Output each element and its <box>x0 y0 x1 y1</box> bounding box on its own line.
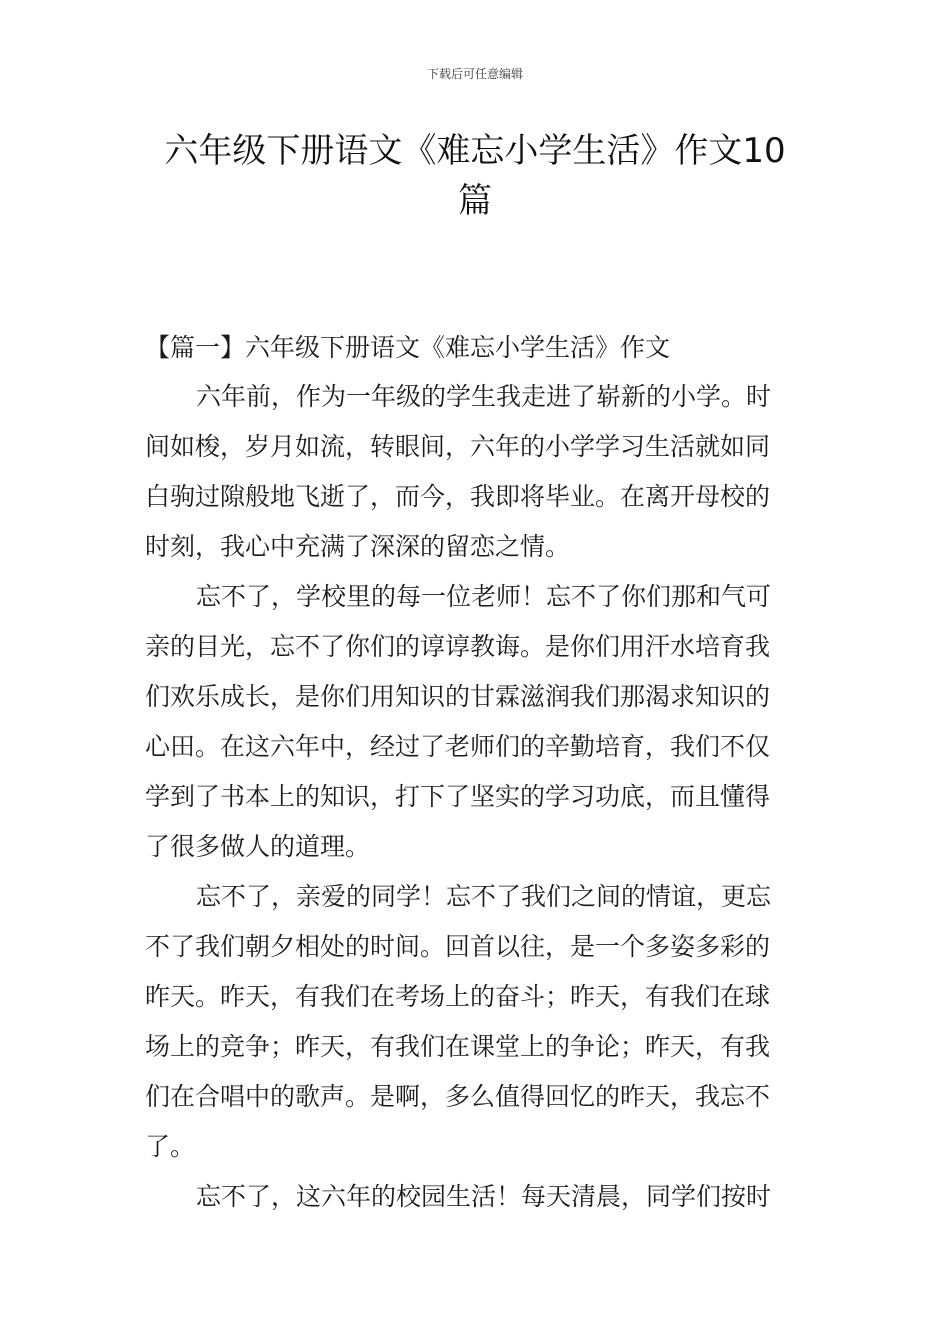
text-line: 忘不了，学校里的每一位老师！忘不了你们那和气可 <box>196 582 772 611</box>
document-body <box>145 326 805 1222</box>
title-line: 篇 <box>458 181 492 221</box>
paragraph <box>145 572 805 872</box>
text-line: 们在合唱中的歌声。是啊，多么值得回忆的昨天，我忘不 <box>145 1082 771 1111</box>
text-line: 忘不了，这六年的校园生活！每天清晨，同学们按时 <box>196 1182 772 1211</box>
text-line: 们欢乐成长，是你们用知识的甘霖滋润我们那渴求知识的 <box>145 682 771 711</box>
title-line: 六年级下册语文《难忘小学生活》作文10 <box>164 131 786 171</box>
text-line: 场上的竞争；昨天，有我们在课堂上的争论；昨天，有我 <box>145 1032 771 1061</box>
text-line: 了。 <box>145 1132 196 1161</box>
paragraph <box>145 872 805 1172</box>
text-line: 亲的目光，忘不了你们的谆谆教诲。是你们用汗水培育我 <box>145 632 771 661</box>
text-line: 了很多做人的道理。 <box>145 832 371 861</box>
paragraph <box>145 1172 805 1222</box>
header-note: 下载后可任意编辑 <box>426 67 523 81</box>
text-line: 不了我们朝夕相处的时间。回首以往，是一个多姿多彩的 <box>145 932 771 961</box>
text-line: 忘不了，亲爱的同学！忘不了我们之间的情谊，更忘 <box>196 882 772 911</box>
text-line: 六年前，作为一年级的学生我走进了崭新的小学。时 <box>196 382 772 411</box>
document-title <box>145 126 805 226</box>
text-line: 心田。在这六年中，经过了老师们的辛勤培育，我们不仅 <box>145 732 771 761</box>
paragraph <box>145 372 805 572</box>
text-line: 白驹过隙般地飞逝了，而今，我即将毕业。在离开母校的 <box>145 482 771 511</box>
section-heading: 【篇一】六年级下册语文《难忘小学生活》作文 <box>145 333 671 362</box>
text-line: 昨天。昨天，有我们在考场上的奋斗；昨天，有我们在球 <box>145 982 771 1011</box>
text-line: 时刻，我心中充满了深深的留恋之情。 <box>145 532 571 561</box>
text-line: 学到了书本上的知识，打下了坚实的学习功底，而且懂得 <box>145 782 771 811</box>
text-line: 间如梭，岁月如流，转眼间，六年的小学学习生活就如同 <box>145 432 771 461</box>
